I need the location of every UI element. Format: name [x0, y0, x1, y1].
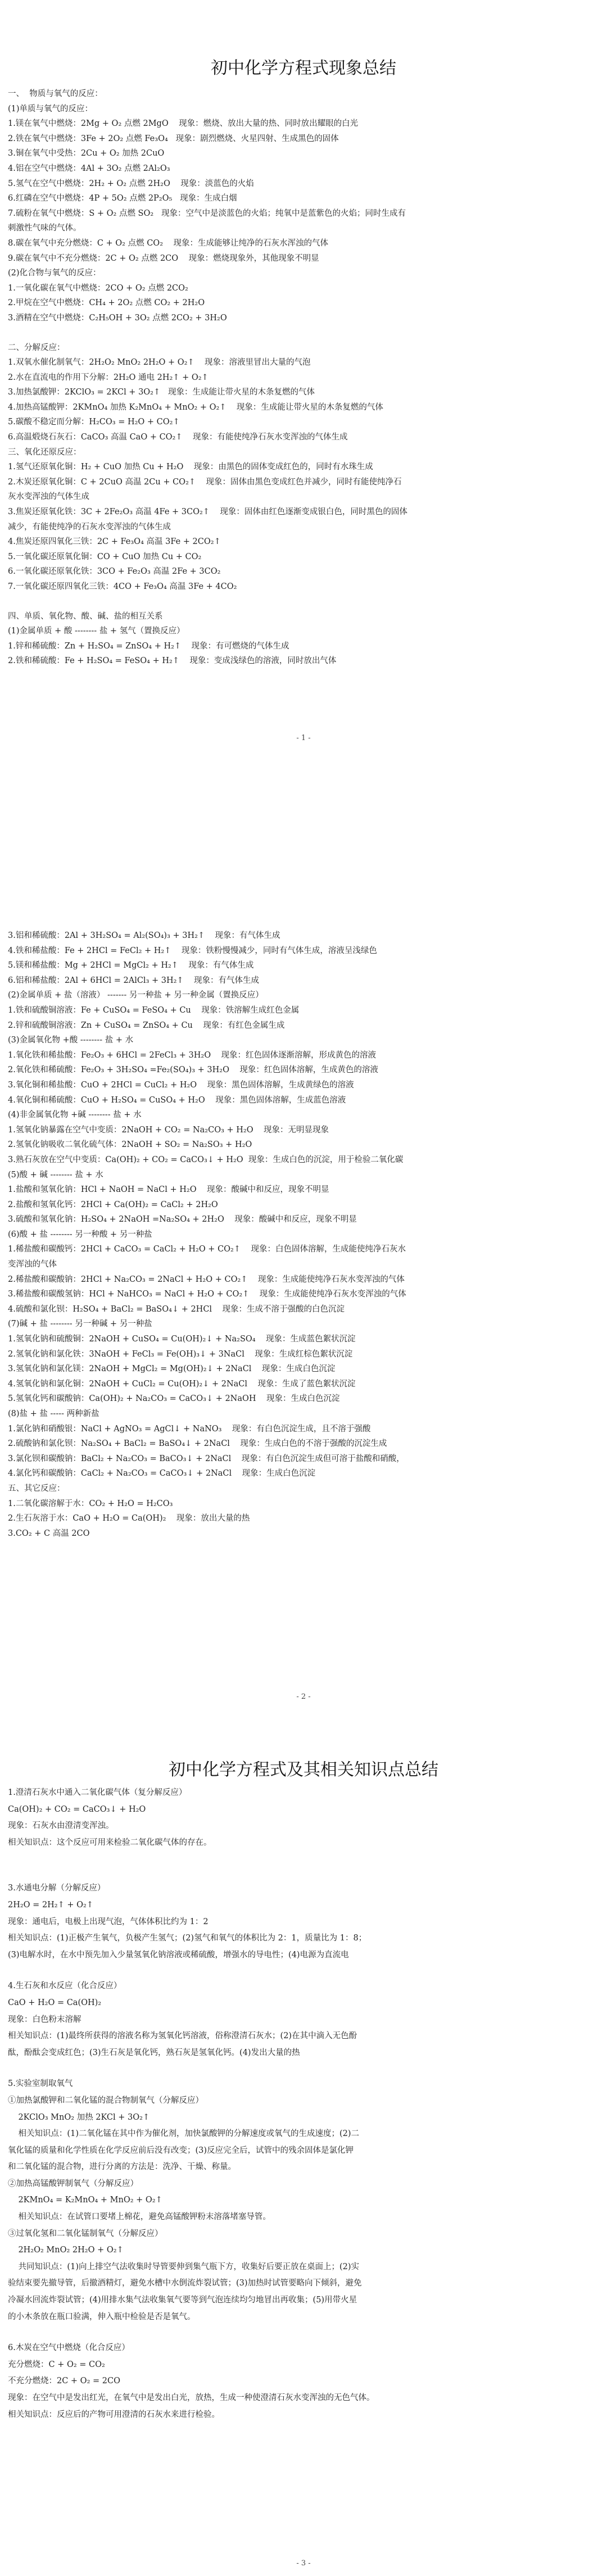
- text-line: 现象：在空气中是发出红光，在氧气中是发出白光，放热，生成一种使澄清石灰水变浑浊的无色气体。: [8, 2393, 375, 2402]
- text-line: (3)金属氧化物 +酸 -------- 盐 + 水: [8, 1036, 134, 1045]
- text-line: 5.氢氧化钙和碳酸钠：Ca(OH)₂ + Na₂CO₃ = CaCO₃↓ + 2NaOH 现象：生成白色沉淀: [8, 1394, 340, 1404]
- spacer: [8, 1963, 573, 1978]
- text-line: 5.镁和稀盐酸：Mg + 2HCl = MgCl₂ + H₂↑ 现象：有气体生成: [8, 961, 254, 970]
- text-line: 3.稀盐酸和碳酸氢钠：HCl + NaHCO₃ = NaCl + H₂O + CO₂↑ 现象：生成能使纯净石灰水变浑浊的气体: [8, 1290, 406, 1299]
- text-line: CaO + H₂O = Ca(OH)₂: [8, 1998, 102, 2007]
- text-line: 4.氢氧化钠和氯化铜：2NaOH + CuCl₂ = Cu(OH)₂↓ + 2NaCl 现象：生成了蓝色絮状沉淀: [8, 1379, 356, 1389]
- page-body: [0, 87, 607, 669]
- spacer: [8, 1866, 573, 1880]
- text-line: 3.氯化钡和碳酸钠：BaCl₂ + Na₂CO₃ = BaCO₃↓ + 2NaCl 现象：有白色沉淀生成但可溶于盐酸和硝酸，: [8, 1454, 405, 1463]
- text-line: 氧化锰的质量和化学性质在化学反应前后没有改变；(3)反应完全后，试管中的残余固体是氯化钾: [8, 2146, 354, 2155]
- text-line: 2.铁和稀硫酸：Fe + H₂SO₄ = FeSO₄ + H₂↑ 现象：变成浅绿色的溶液，同时放出气体: [8, 656, 337, 666]
- text-line: 验结束要先撤导管，后撤酒精灯，避免水槽中水倒流炸裂试管；(3)加热时试管要略向下倾斜，避免: [8, 2279, 362, 2288]
- text-line: 五、其它反应：: [8, 1484, 65, 1493]
- text-line: 4.焦炭还原四氧化三铁：2C + Fe₃O₄ 高温 3Fe + 2CO₂↑: [8, 537, 221, 547]
- page-body: [0, 1785, 607, 2423]
- text-line: 1.锌和稀硫酸：Zn + H₂SO₄ = ZnSO₄ + H₂↑ 现象：有可燃烧的气体生成: [8, 641, 289, 651]
- spacer: [8, 1851, 573, 1866]
- text-line: 1.盐酸和氢氧化钠：HCl + NaOH = NaCl + H₂O 现象：酸碱中和反应，现象不明显: [8, 1185, 329, 1195]
- text-line: 2.木炭还原氧化铜：C + 2CuO 高温 2Cu + CO₂↑ 现象：固体由黑色变成红色并减少，同时有能使纯净石: [8, 477, 402, 487]
- text-line: (6)酸 + 盐 -------- 另一种酸 + 另一种盐: [8, 1230, 152, 1239]
- text-line: 5.碳酸不稳定而分解：H₂CO₃ = H₂O + CO₂↑: [8, 418, 180, 427]
- text-line: 共同知识点：(1)向上排空气法收集时导管要伸到集气瓶下方，收集好后要正放在桌面上；(2)实: [8, 2262, 360, 2271]
- text-line: 3.焦炭还原氧化铁：3C + 2Fe₂O₃ 高温 4Fe + 3CO₂↑ 现象：固体由红色逐渐变成银白色，同时黑色的固体: [8, 507, 407, 517]
- text-line: 4.铁和稀盐酸：Fe + 2HCl = FeCl₂ + H₂↑ 现象：铁粉慢慢减少，同时有气体生成，溶液呈浅绿色: [8, 946, 377, 955]
- text-line: 现象：白色粉末溶解: [8, 2015, 81, 2024]
- text-line: 5.实验室制取氧气: [8, 2079, 73, 2089]
- text-line: 1.氯化钠和硝酸银：NaCl + AgNO₃ = AgCl↓ + NaNO₃ 现象：有白色沉淀生成，且不溶于强酸: [8, 1424, 371, 1434]
- text-line: 6.红磷在空气中燃烧：4P + 5O₂ 点燃 2P₂O₅ 现象：生成白烟: [8, 194, 237, 203]
- text-line: 6.铝和稀盐酸：2Al + 6HCl = 2AlCl₃ + 3H₂↑ 现象：有气体生成: [8, 976, 260, 985]
- text-line: (1)金属单质 + 酸 -------- 盐 + 氢气（置换反应）: [8, 627, 185, 636]
- text-line: 2.铁在氧气中燃烧：3Fe + 2O₂ 点燃 Fe₃O₄ 现象：剧烈燃烧、火星四射、生成黑色的固体: [8, 134, 339, 143]
- text-line: (5)酸 + 碱 -------- 盐 + 水: [8, 1170, 103, 1180]
- text-line: 3.加热氯酸钾：2KClO₃ = 2KCl + 3O₂↑ 现象：生成能让带火星的木条复燃的气体: [8, 388, 315, 397]
- text-line: 2.稀盐酸和碳酸钠：2HCl + Na₂CO₃ = 2NaCl + H₂O + CO₂↑ 现象：生成能使纯净石灰水变浑浊的气体: [8, 1275, 405, 1284]
- document-page-3: [0, 1731, 607, 2576]
- document-page-2: [0, 798, 607, 1731]
- text-line: 相关知识点：反应后的产物可用澄清的石灰水来进行检验。: [8, 2410, 220, 2419]
- text-line: 现象：通电后，电极上出现气泡，气体体积比约为 1：2: [8, 1917, 209, 1926]
- text-line: 3.铝和稀硫酸：2Al + 3H₂SO₄ = Al₂(SO₄)₃ + 3H₂↑ 现象：有气体生成: [8, 931, 280, 940]
- text-line: 5.氢气在空气中燃烧：2H₂ + O₂ 点燃 2H₂O 现象：淡蓝色的火焰: [8, 179, 254, 188]
- text-line: 2.水在直流电的作用下分解：2H₂O 通电 2H₂↑ + O₂↑: [8, 373, 209, 382]
- text-line: (4)非金属氧化物 +碱 -------- 盐 + 水: [8, 1110, 142, 1120]
- text-line: 3.水通电分解（分解反应）: [8, 1884, 106, 1893]
- document-page-1: [0, 0, 607, 798]
- text-line: 灰水变浑浊的气体生成: [8, 492, 89, 502]
- text-line: 充分燃烧：C + O₂ = CO₂: [8, 2360, 105, 2369]
- text-line: 3.熟石灰放在空气中变质：Ca(OH)₂ + CO₂ = CaCO₃↓ + H₂O 现象：生成白色的沉淀，用于检验二氧化碳: [8, 1155, 404, 1164]
- text-line: 1.氢氧化钠和硫酸铜：2NaOH + CuSO₄ = Cu(OH)₂↓ + Na₂SO₄ 现象：生成蓝色絮状沉淀: [8, 1335, 356, 1344]
- text-line: 刺激性气味的气体。: [8, 224, 81, 233]
- text-line: 8.碳在氧气中充分燃烧：C + O₂ 点燃 CO₂ 现象：生成能够让纯净的石灰水浑浊的气体: [8, 238, 328, 248]
- text-line: 4.铝在空气中燃烧：4Al + 3O₂ 点燃 2Al₂O₃: [8, 164, 170, 173]
- spacer: [8, 326, 573, 341]
- text-line: 1.稀盐酸和碳酸钙：2HCl + CaCO₃ = CaCl₂ + H₂O + CO₂↑ 现象：白色固体溶解，生成能使纯净石灰水: [8, 1245, 406, 1254]
- text-line: ③过氧化氢和二氧化锰制氧气（分解反应）: [8, 2229, 163, 2238]
- text-line: 2H₂O₂ MnO₂ 2H₂O + O₂↑: [8, 2246, 124, 2255]
- text-line: 2.生石灰溶于水：CaO + H₂O = Ca(OH)₂ 现象：放出大量的热: [8, 1514, 250, 1523]
- text-line: 6.一氧化碳还原氧化铁：3CO + Fe₂O₃ 高温 2Fe + 3CO₂: [8, 567, 221, 577]
- page-number: - 1 -: [296, 734, 311, 742]
- text-line: ①加热氯酸钾和二氧化锰的混合物制氧气（分解反应）: [8, 2096, 203, 2105]
- spacer: [8, 2061, 573, 2076]
- text-line: 相关知识点：(1)正极产生氧气，负极产生氢气；(2)氢气和氧气的体积比为 2：1，质量比为 1：8；: [8, 1934, 367, 1943]
- text-line: 1.一氧化碳在氧气中燃烧：2CO + O₂ 点燃 2CO₂: [8, 283, 188, 293]
- text-line: Ca(OH)₂ + CO₂ = CaCO₃↓ + H₂O: [8, 1804, 146, 1814]
- text-line: (2)化合物与氧气的反应：: [8, 269, 101, 278]
- text-line: 2H₂O = 2H₂↑ + O₂↑: [8, 1900, 93, 1910]
- text-line: 变浑浊的气体: [8, 1260, 57, 1269]
- text-line: 4.氯化钙和碳酸钠：CaCl₂ + Na₂CO₃ = CaCO₃↓ + 2NaCl 现象：生成白色沉淀: [8, 1469, 316, 1479]
- text-line: 1.镁在氧气中燃烧：2Mg + O₂ 点燃 2MgO 现象：燃烧、放出大量的热、同时放出耀眼的白光: [8, 119, 359, 129]
- text-line: 3.CO₂ + C 高温 2CO: [8, 1529, 90, 1538]
- text-line: 1.二氧化碳溶解于水：CO₂ + H₂O = H₂CO₃: [8, 1499, 173, 1508]
- text-line: 3.硫酸和氢氧化钠：H₂SO₄ + 2NaOH =Na₂SO₄ + 2H₂O 现象：酸碱中和反应，现象不明显: [8, 1215, 357, 1224]
- page-title: 初中化学方程式现象总结: [211, 58, 396, 78]
- page-number: - 3 -: [296, 2559, 311, 2568]
- text-line: 2.氢氧化钠和氯化铁：3NaOH + FeCl₃ = Fe(OH)₃↓ + 3NaCl 现象：生成红棕色絮状沉淀: [8, 1349, 353, 1359]
- text-line: 不充分燃烧：2C + O₂ = 2CO: [8, 2377, 120, 2386]
- text-line: 4.氧化铜和稀硫酸：CuO + H₂SO₄ = CuSO₄ + H₂O 现象：黑色固体溶解，生成蓝色溶液: [8, 1095, 346, 1105]
- text-line: 相关知识点：在试管口要堵上棉花，避免高锰酸钾粉末溶落堵塞导管。: [8, 2212, 271, 2222]
- text-line: 6.高温煅烧石灰石：CaCO₃ 高温 CaO + CO₂↑ 现象：有能使纯净石灰水变浑浊的气体生成: [8, 433, 348, 442]
- text-line: (3)电解水时，在水中预先加入少量氢氧化钠溶液或稀硫酸，增强水的导电性；(4)电源为直流电: [8, 1950, 349, 1960]
- text-line: 2.氧化铁和稀硫酸：Fe₂O₃ + 3H₂SO₄ =Fe₂(SO₄)₃ + 3H₂O 现象：红色固体溶解，生成黄色的溶液: [8, 1065, 378, 1075]
- text-line: 2.盐酸和氢氧化钙：2HCl + Ca(OH)₂ = CaCl₂ + 2H₂O: [8, 1200, 218, 1209]
- text-line: 7.一氧化碳还原四氧化三铁：4CO + Fe₃O₄ 高温 3Fe + 4CO₂: [8, 582, 237, 591]
- page-title: 初中化学方程式及其相关知识点总结: [169, 1760, 438, 1780]
- text-line: 5.一氧化碳还原氧化铜：CO + CuO 加热 Cu + CO₂: [8, 552, 202, 561]
- text-line: 2.氢氧化钠吸收二氧化硫气体：2NaOH + SO₂ = Na₂SO₃ + H₂O: [8, 1140, 252, 1150]
- text-line: 4.硫酸和氯化钡：H₂SO₄ + BaCl₂ = BaSO₄↓ + 2HCl 现象：生成不溶于强酸的白色沉淀: [8, 1304, 345, 1314]
- text-line: (2)金属单质 + 盐（溶液） ------- 另一种盐 + 另一种金属（置换反应）: [8, 991, 264, 1000]
- text-line: (7)碱 + 盐 -------- 另一种碱 + 另一种盐: [8, 1319, 152, 1329]
- text-line: 4.加热高锰酸钾：2KMnO₄ 加热 K₂MnO₄ + MnO₂ + O₂↑ 现象：生成能让带火星的木条复燃的气体: [8, 402, 383, 412]
- text-line: 1.氢氧化钠暴露在空气中变质：2NaOH + CO₂ = Na₂CO₃ + H₂O 现象：无明显现象: [8, 1125, 329, 1135]
- text-line: 2KMnO₄ = K₂MnO₄ + MnO₂ + O₂↑: [8, 2196, 162, 2205]
- page-body: [0, 798, 607, 1541]
- spacer: [8, 2325, 573, 2340]
- text-line: 二、分解反应：: [8, 343, 65, 352]
- text-line: 相关知识点：这个反应可用来检验二氧化碳气体的存在。: [8, 1838, 212, 1847]
- text-line: 四、单质、氧化物、酸、碱、盐的相互关系: [8, 611, 163, 621]
- text-line: 3.氢氧化钠和氯化镁：2NaOH + MgCl₂ = Mg(OH)₂↓ + 2NaCl 现象：生成白色沉淀: [8, 1364, 336, 1374]
- text-line: 相关知识点：(1)最终所获得的溶液名称为氢氧化钙溶液，俗称澄清石灰水；(2)在其中滴入无色酚: [8, 2031, 357, 2041]
- text-line: 减少，有能使纯净的石灰水变浑浊的气体生成: [8, 522, 171, 532]
- text-line: 酞，酚酞会变成红色；(3)生石灰是氧化钙，熟石灰是氢氧化钙。(4)发出大量的热: [8, 2048, 300, 2057]
- text-line: 4.生石灰和水反应（化合反应）: [8, 1981, 122, 1991]
- text-line: 1.澄清石灰水中通入二氧化碳气体（复分解反应）: [8, 1788, 187, 1797]
- text-line: 相关知识点：(1)二氧化锰在其中作为催化剂，加快氯酸钾的分解速度或氧气的生成速度；(2)二: [8, 2129, 360, 2139]
- text-line: 3.氧化铜和稀盐酸：CuO + 2HCl = CuCl₂ + H₂O 现象：黑色固体溶解，生成黄绿色的溶液: [8, 1080, 354, 1090]
- spacer: [8, 595, 573, 609]
- text-line: 和二氧化锰的混合物，进行分离的方法是：洗净、干燥、称量。: [8, 2162, 236, 2172]
- text-line: (1)单质与氧气的反应：: [8, 104, 93, 114]
- text-line: 1.铁和硫酸铜溶液：Fe + CuSO₄ = FeSO₄ + Cu 现象：铁溶解生成红色金属: [8, 1005, 300, 1015]
- page-number: - 2 -: [296, 1693, 311, 1701]
- text-line: 2.硫酸钠和氯化钡：Na₂SO₄ + BaCl₂ = BaSO₄↓ + 2NaCl 现象：生成白色的不溶于强酸的沉淀生成: [8, 1439, 387, 1449]
- text-line: 冷凝水回流炸裂试管；(4)用排水集气法收集氧气要等到气泡连续均匀地冒出再收集；(5)用带火星: [8, 2296, 357, 2305]
- text-line: 3.酒精在空气中燃烧：C₂H₅OH + 3O₂ 点燃 2CO₂ + 3H₂O: [8, 313, 227, 323]
- text-line: 1.氢气还原氧化铜：H₂ + CuO 加热 Cu + H₂O 现象：由黑色的固体变成红色的，同时有水珠生成: [8, 462, 373, 472]
- text-line: 9.碳在氧气中不充分燃烧：2C + O₂ 点燃 2CO 现象：燃烧现象外，其他现象不明显: [8, 253, 319, 263]
- text-line: 1.双氧水催化制氧气：2H₂O₂ MnO₂ 2H₂O + O₂↑ 现象：溶液里冒出大量的气泡: [8, 358, 311, 368]
- text-line: 2.甲烷在空气中燃烧：CH₄ + 2O₂ 点燃 CO₂ + 2H₂O: [8, 298, 205, 308]
- text-line: 6.木炭在空气中燃烧（化合反应）: [8, 2343, 130, 2353]
- text-line: 2.锌和硫酸铜溶液：Zn + CuSO₄ = ZnSO₄ + Cu 现象：有红色金属生成: [8, 1021, 285, 1030]
- text-line: 的小木条放在瓶口验满，伸入瓶中检验是否是氧气。: [8, 2312, 196, 2321]
- text-line: ②加热高锰酸钾制氧气（分解反应）: [8, 2179, 138, 2188]
- text-line: 7.硫粉在氧气中燃烧：S + O₂ 点燃 SO₂ 现象：空气中是淡蓝色的火焰；纯氧中是蓝紫色的火焰；同时生成有: [8, 208, 406, 218]
- text-line: 1.氧化铁和稀盐酸：Fe₂O₃ + 6HCl = 2FeCl₃ + 3H₂O 现象：红色固体逐渐溶解，形成黄色的溶液: [8, 1050, 377, 1060]
- text-line: 现象：石灰水由澄清变浑浊。: [8, 1821, 114, 1831]
- text-line: 3.铜在氧气中受热：2Cu + O₂ 加热 2CuO: [8, 149, 165, 158]
- text-line: 2KClO₃ MnO₂ 加热 2KCl + 3O₂↑: [8, 2112, 150, 2122]
- text-line: 一、 物质与氧气的反应：: [8, 89, 103, 98]
- text-line: (8)盐 + 盐 ----- 两种新盐: [8, 1409, 99, 1418]
- text-line: 三、氧化还原反应：: [8, 447, 81, 457]
